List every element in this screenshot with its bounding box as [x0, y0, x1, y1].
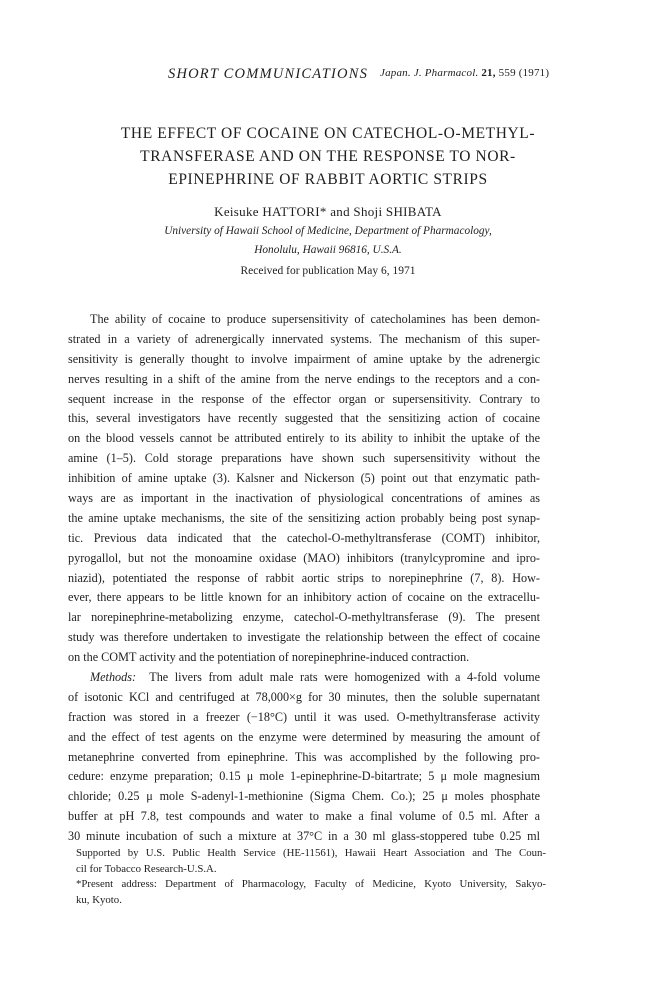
footnote-line: cil for Tobacco Research-U.S.A.	[76, 862, 217, 875]
body-line: sensitivity is generally thought to involve impairment of amine uptake by the adrenergic	[68, 351, 540, 366]
paragraph-introduction	[68, 310, 540, 668]
footnotes	[76, 846, 546, 909]
body-line: chloride; 0.25 μ mole S-adenyl-1-methionine (Sigma Chem. Co.); 25 μ moles phosphate	[68, 789, 540, 804]
title-line: THE EFFECT OF COCAINE ON CATECHOL-O-METHYL-	[120, 125, 536, 142]
journal-citation	[380, 67, 549, 79]
journal-name: Japan. J. Pharmacol.	[380, 67, 479, 79]
body-line: tic. Previous data indicated that the catechol-O-methyltransferase (COMT) inhibitor,	[68, 530, 540, 545]
paragraph-methods	[68, 668, 540, 847]
footnote-line: ku, Kyoto.	[76, 894, 122, 907]
authors: Keisuke HATTORI* and Shoji SHIBATA	[214, 204, 442, 219]
body-line: study was therefore undertaken to investigate the relationship between the effect of cocaine	[68, 630, 540, 645]
methods-label: Methods:	[90, 670, 137, 685]
body-line: nerves resulting in a shift of the amine from the nerve endings to the receptors and a con-	[68, 371, 540, 386]
body-line: pyrogallol, but not the monoamine oxidase (MAO) inhibitors (tranylcypromine and ipro-	[68, 550, 540, 565]
body-line: ever, there appears to be little known for an inhibitory action of cocaine on the extracellu-	[68, 590, 540, 605]
body-line: niazid), potentiated the response of rabbit aortic strips to norepinephrine (7, 8). How-	[68, 570, 540, 585]
affiliation-line: University of Hawaii School of Medicine, Department of Pharmacology,	[164, 225, 492, 237]
article-title	[60, 122, 596, 191]
title-line: TRANSFERASE AND ON THE RESPONSE TO NOR-	[140, 148, 516, 165]
body-line: of isotonic KCl and centrifuged at 78,000×g for 30 minutes, then the soluble supernatant	[68, 689, 540, 704]
journal-volume: 21,	[481, 67, 496, 79]
title-line: EPINEPHRINE OF RABBIT AORTIC STRIPS	[168, 171, 488, 188]
body-line: amine (1–5). Cold storage preparations have shown such supersensitivity without the	[68, 451, 540, 466]
received-date: Received for publication May 6, 1971	[240, 265, 416, 277]
footnote-line: Supported by U.S. Public Health Service (HE-11561), Hawaii Heart Association and The Coun-	[76, 847, 546, 859]
body-line: strated in a variety of adrenergically innervated systems. The mechanism of this super-	[68, 331, 540, 346]
body-line: 30 minute incubation of such a mixture at 37°C in a 30 ml glass-stoppered tube 0.25 ml	[68, 829, 540, 844]
methods-first-line: The livers from adult male rats were homogenized with a 4-fold volume	[149, 670, 541, 685]
footnote-line: *Present address: Department of Pharmacology, Faculty of Medicine, Kyoto University, Sakyo-	[76, 878, 546, 891]
body-line: The ability of cocaine to produce supersensitivity of catecholamines has been demon-	[90, 312, 540, 326]
body-line: on the COMT activity and the potentiation of norepinephrine-induced contraction.	[68, 650, 470, 665]
body-line: on the blood vessels cannot be attributed entirely to its ability to inhibit the uptake of the	[68, 431, 540, 446]
section-label: SHORT COMMUNICATIONS	[168, 66, 369, 82]
body-line: and the effect of test agents on the enzyme were determined by measuring the amount of	[68, 729, 540, 744]
running-header	[0, 66, 656, 86]
article-body	[68, 310, 540, 847]
affiliation-line: Honolulu, Hawaii 96816, U.S.A.	[254, 244, 402, 256]
body-line: inhibition of amine uptake (3). Kalsner and Nickerson (5) point out that enzymatic path-	[68, 471, 540, 486]
journal-page-year: 559 (1971)	[498, 67, 550, 79]
body-line: cedure: enzyme preparation; 0.15 μ mole 1-epinephrine-D-bitartrate; 5 μ mole magnesium	[68, 769, 540, 784]
body-line: this, several investigators have recently suggested that the sensitizing action of cocaine	[68, 411, 540, 426]
body-line: the amine uptake mechanisms, the site of the sensitizing action probably being post synap-	[68, 510, 540, 525]
body-line: metanephrine converted from epinephrine. This was accomplished by the following pro-	[68, 749, 540, 764]
body-line: lar norepinephrine-metabolizing enzyme, catechol-O-methyltransferase (9). The present	[68, 610, 540, 625]
body-line: ways are as important in the inactivation of physiological concentrations of amines as	[68, 491, 540, 506]
body-line: fraction was stored in a freezer (−18°C) until it was used. O-methyltransferase activity	[68, 709, 540, 724]
body-line: buffer at pH 7.8, test compounds and water to make a final volume of 0.5 ml. After a	[68, 809, 540, 824]
body-line	[68, 668, 540, 688]
body-line: sequent increase in the response of the effector organ or supersensitivity. Contrary to	[68, 391, 540, 406]
